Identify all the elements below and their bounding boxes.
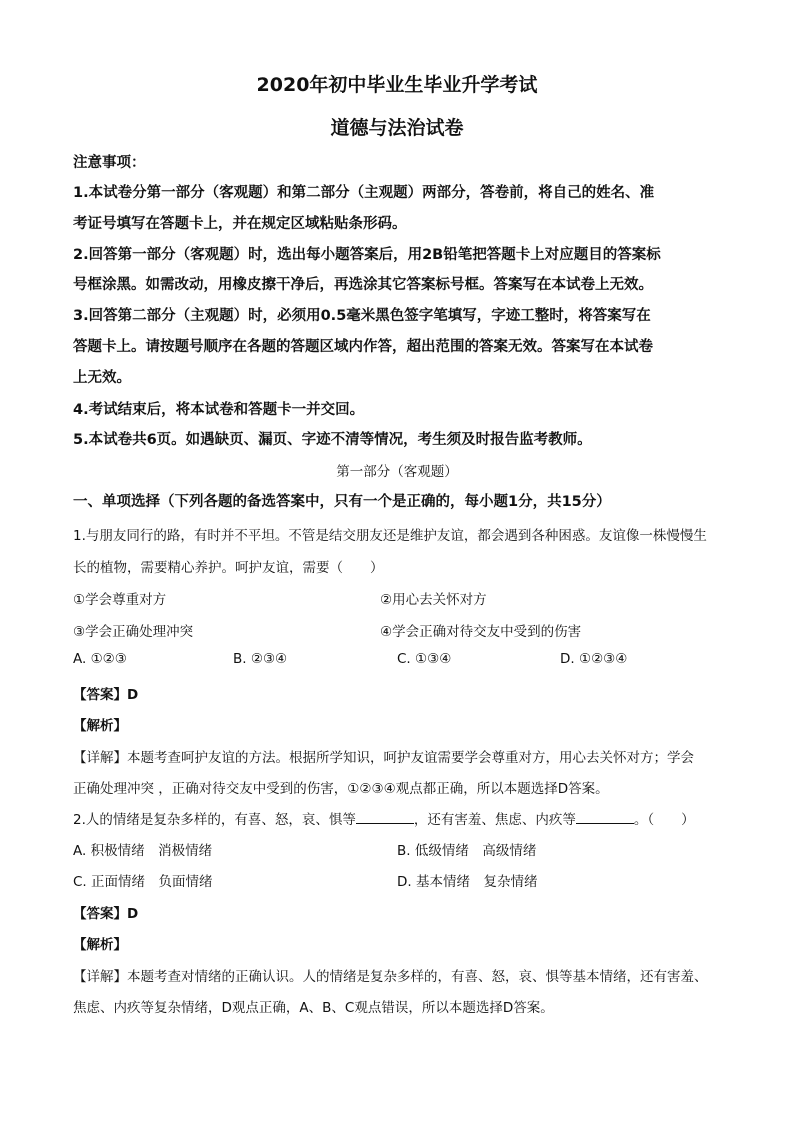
part1-title: 第一部分（客观题） <box>336 464 458 480</box>
q2-detail-a: 【详解】本题考查对情绪的正确认识。人的情绪是复杂多样的，有喜、怒，哀、惧等基本情绪，还有害羞、 <box>73 969 708 985</box>
exam-subtitle: 道德与法治试卷 <box>330 117 464 139</box>
q2-analysis-label: 【解析】 <box>73 937 127 953</box>
q1-option-b: B. ②③④ <box>233 651 288 667</box>
note-1b: 考证号填写在答题卡上，并在规定区域粘贴条形码。 <box>73 216 407 232</box>
q2-option-c: C. 正面情绪 负面情绪 <box>73 874 213 890</box>
q2-stem-part3: 。（ ） <box>633 812 695 828</box>
answer-blank-2 <box>576 811 634 824</box>
q1-stem-b: 长的植物，需要精心养护。呵护友谊，需要（ ） <box>73 560 384 576</box>
answer-value: D <box>127 687 139 703</box>
q1-option-d: D. ①②③④ <box>560 651 628 667</box>
note-2b: 号框涂黑。如需改动，用橡皮擦干净后，再选涂其它答案标号框。答案写在本试卷上无效。 <box>73 277 653 293</box>
q2-stem-part2: ，还有害羞、焦虑、内疚等 <box>413 812 576 828</box>
q1-statement-1: ①学会尊重对方 <box>73 592 167 608</box>
q1-statement-4: ④学会正确对待交友中受到的伤害 <box>380 624 582 640</box>
q1-stem-a: 1.与朋友同行的路，有时并不平坦。不管是结交朋友还是维护友谊，都会遇到各种困惑。友谊像一株慢慢生 <box>73 528 707 544</box>
q1-answer <box>73 683 138 703</box>
q1-analysis-label: 【解析】 <box>73 718 127 734</box>
q1-statement-2: ②用心去关怀对方 <box>380 592 487 608</box>
q1-option-c: C. ①③④ <box>397 651 452 667</box>
note-4: 4.考试结束后，将本试卷和答题卡一并交回。 <box>73 402 365 418</box>
answer-label: 【答案】 <box>73 906 127 922</box>
note-3b: 答题卡上。请按题号顺序在各题的答题区域内作答，超出范围的答案无效。答案写在本试卷 <box>73 339 653 355</box>
q1-option-a: A. ①②③ <box>73 651 127 667</box>
note-1a: 1.本试卷分第一部分（客观题）和第二部分（主观题）两部分，答卷前，将自己的姓名、准 <box>73 185 655 201</box>
answer-label: 【答案】 <box>73 687 127 703</box>
q1-detail-b: 正确处理冲突 ，正确对待交友中受到的伤害，①②③④观点都正确，所以本题选择D答案。 <box>73 781 609 797</box>
note-2a: 2.回答第一部分（客观题）时，选出每小题答案后，用2B铅笔把答题卡上对应题目的答案标 <box>73 247 661 263</box>
answer-value: D <box>127 906 139 922</box>
q2-stem-part1: 2.人的情绪是复杂多样的，有喜、怒，哀、惧等 <box>73 812 356 828</box>
note-3a: 3.回答第二部分（主观题）时，必须用0.5毫米黑色签字笔填写，字迹工整时，将答案写在 <box>73 308 651 324</box>
q1-detail-a: 【详解】本题考查呵护友谊的方法。根据所学知识，呵护友谊需要学会尊重对方，用心去关怀对方；学会 <box>73 750 694 766</box>
exam-title: 2020年初中毕业生毕业升学考试 <box>256 74 538 96</box>
q1-statement-3: ③学会正确处理冲突 <box>73 624 194 640</box>
q2-option-d: D. 基本情绪 复杂情绪 <box>397 874 538 890</box>
q2-detail-b: 焦虑、内疚等复杂情绪，D观点正确，A、B、C观点错误，所以本题选择D答案。 <box>73 1000 554 1016</box>
q2-stem <box>73 808 695 828</box>
notes-heading: 注意事项： <box>73 155 146 171</box>
q2-answer <box>73 902 138 922</box>
answer-blank-1 <box>356 811 414 824</box>
note-5: 5.本试卷共6页。如遇缺页、漏页、字迹不清等情况，考生须及时报告监考教师。 <box>73 432 592 448</box>
section-heading: 一、单项选择（下列各题的备选答案中，只有一个是正确的，每小题1分，共15分） <box>73 494 611 510</box>
q2-option-b: B. 低级情绪 高级情绪 <box>397 843 537 859</box>
q2-option-a: A. 积极情绪 消极情绪 <box>73 843 213 859</box>
note-3c: 上无效。 <box>73 370 131 386</box>
